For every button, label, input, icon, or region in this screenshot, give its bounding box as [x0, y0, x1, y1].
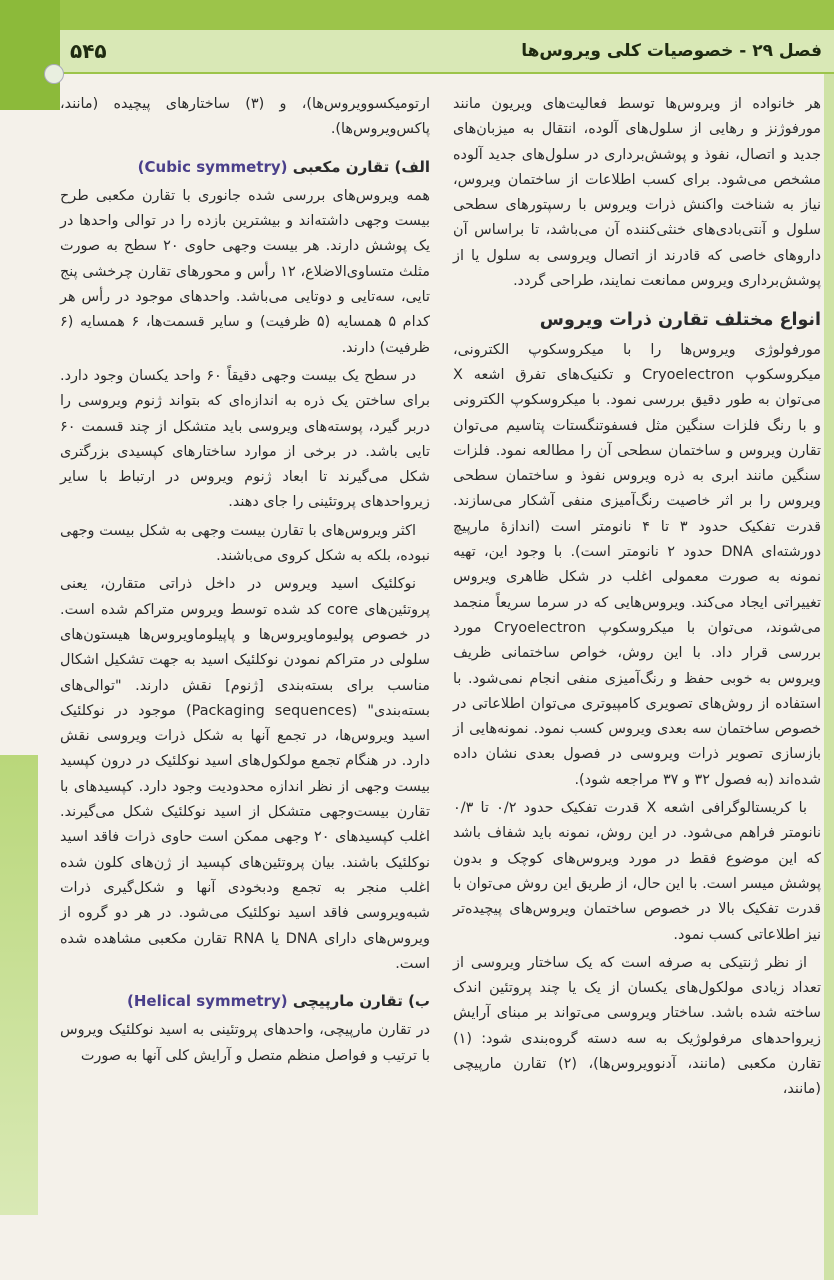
paragraph: نوکلئیک اسید ویروس در داخل ذراتی متقارن، یعنی پروتئین‌های core کد شده توسط ویروس متراکم شده است. در خصوص پولیوماویروس‌ها و پاپیلوماویروس‌ها هیستون‌های سلولی در متراکم نمودن نوکلئیک اسید به جهت تشکیل اشکال مناسب برای بسته‌بندی [ژنوم] نقش دارند. "توالی‌های بسته‌بندی" (Packaging sequences) موجود در نوکلئیک اسید ویروس‌ها، در تجمع آنها به شکل ذرات ویروسی نقش دارد. در هنگام تجمع مولکول‌های اسید نوکلئیک در درون کپسید بیست وجهی از نظر اندازه محدودیت وجود دارد. کپسیدهای با تقارن بیست‌وجهی متشکل از اسید نوکلئیک شکل می‌گیرند. اغلب کپسیدهای ۲۰ وجهی ممکن است حاوی ذرات فاقد اسید نوکلئیک باشند. بیان پروتئین‌های کپسید از ژن‌های کلون شده اغلب منجر به تجمع ودبخودی آنها و شکل‌گیری ذرات شبه‌ویروسی فاقد اسید نوکلئیک می‌شود. در هر دو گروه از ویروس‌های دارای DNA یا RNA تقارن مکعبی مشاهده شده است.	[60, 576, 431, 972]
paragraph: مورفولوژی ویروس‌ها را با میکروسکوپ الکترونی، میکروسکوپ Cryoelectron و تکنیک‌های تفرق اشعه X می‌توان به طور دقیق بررسی نمود. با میکروسکوپ الکترونی و با رنگ فلزات سنگین مثل فسفوتنگستات پتاسیم می‌توان تقارن ویروس و ساختمان سطحی آن را مطالعه نمود. فلزات سنگین مانند ابری به ذره ویروس نفوذ و ساختمان سطحی ویروس را بر اثر خاصیت رنگ‌آمیزی منفی آشکار می‌سازند. قدرت تفکیک حدود ۳ تا ۴ نانومتر است (اندازهٔ مارپیچ دورشته‌ای DNA حدود ۲ نانومتر است). با وجود این، تهیه نمونه به صورت معمولی اغلب در شکل ظاهری ویروس تغییراتی ایجاد می‌کند. ویروس‌هایی که در سرما سریعاً منجمد می‌شوند، می‌توان با میکروسکوپ Cryoelectron مورد بررسی قرار داد. با این روش، خواص ساختمانی ظریف ویروس به خوبی حفظ و رنگ‌آمیزی منفی انجام نمی‌شود. با استفاده از روش‌های تصویری کامپیوتری می‌توان اطلاعاتی در خصوص ساختمان سه بعدی ویروس کسب نمود. نمونه‌هایی از بازسازی تصویر ذرات ویروسی در فصول بعدی نشان داده شده‌اند (به فصول ۳۲ و ۳۷ مراجعه شود).	[453, 341, 822, 788]
heading-fa: الف) تقارن مکعبی	[292, 157, 430, 176]
page-number: ۵۴۵	[70, 39, 107, 63]
heading-en: (Cubic symmetry)	[137, 157, 288, 176]
paragraph: همه ویروس‌های بررسی شده جانوری با تقارن مکعبی طرح بیست وجهی داشته‌اند و بیشترین بازده را در توالی واحدها در یک پوشش دارند. هر بیست وجهی حاوی ۲۰ سطح به صورت مثلث متساوی‌الاضلاع، ۱۲ رأس و محورهای تقارن چرخشی پنج تایی، سه‌تایی و دوتایی می‌باشد. واحدهای موجود در رأس هر کدام ۵ همسایه (۵ ظرفیت) و سایر قسمت‌ها، ۶ همسایه (۶ ظرفیت) دارند.	[60, 187, 431, 356]
left-edge-tab	[0, 0, 60, 110]
paragraph: هر خانواده از ویروس‌ها توسط فعالیت‌های ویریون مانند مورفوژنز و رهایی از سلول‌های آلوده، انتقال به میزبان‌های جدید و اتصال، نفوذ و پوشش‌برداری در سلول‌های جدید آلوده مشخص می‌شود. برای کسب اطلاعات از ساختمان ویروس، نیاز به شناخت واکنش ذرات ویروس با رسپتورهای سطحی سلول و آنتی‌بادی‌های خنثی‌کننده آن می‌باشد، تا براساس آن داروهای خاصی که قادرند از اتصال ویروسی به سلول یا از پوشش‌برداری ویروس ممانعت نمایند، طراحی گردد.	[453, 96, 821, 290]
left-edge-strip	[0, 755, 38, 1215]
paragraph: در سطح یک بیست وجهی دقیقاً ۶۰ واحد یکسان وجود دارد. برای ساختن یک ذره به اندازه‌ای که بتواند ژنوم ویروسی را دربر گیرد، پوسته‌های ویروسی باید متشکل از چند قسمت ۶۰ تایی باشد. در برخی از موارد ساختارهای کپسیدی بزرگتری شکل می‌گیرند تا ابعاد ژنوم ویروس در ارتباط با سایر زیرواحدهای پروتئینی را جای دهند.	[60, 367, 430, 511]
paragraph: از نظر ژنتیکی به صرفه است که یک ساختار ویروسی از تعداد زیادی مولکول‌های یکسان از یک یا چند پروتئین اندک ساخته شده باشد. ساختار ویروسی می‌تواند بر مبنای آرایش زیرواحدهای مرفولوژیک به سه دسته گروه‌بندی شود: (۱) تقارن مکعبی (مانند، آدنوویروس‌ها)، (۲) تقارن مارپیچی (مانند،	[453, 954, 821, 1098]
paragraph: ارتومیکسوویروس‌ها)، و (۳) ساختارهای پیچیده (مانند، پاکس‌ویروس‌ها).	[60, 96, 431, 138]
paragraph: با کریستالوگرافی اشعه X قدرت تفکیک حدود ۰/۲ تا ۰/۳ نانومتر فراهم می‌شود. در این روش، نمونه باید شفاف باشد که این موضوع فقط در مورد ویروس‌های کوچک و بدون پوشش میسر است. با این حال، از طریق این روش می‌توان با قدرت تفکیک بالا در خصوص ساختمان ویروس‌های پیچیده‌تر نیز اطلاعاتی کسب نمود.	[453, 800, 821, 943]
paragraph: اکثر ویروس‌های با تقارن بیست وجهی به شکل بیست وجهی نبوده، بلکه به شکل کروی می‌باشند.	[60, 522, 430, 565]
binding-hole-icon	[44, 64, 64, 84]
heading-en: (Helical symmetry)	[127, 992, 288, 1011]
right-column	[453, 92, 821, 1106]
section-heading: انواع مختلف تقارن ذرات ویروس	[539, 310, 821, 331]
subsection-heading-helical	[60, 989, 430, 1014]
top-green-band	[0, 0, 834, 30]
subsection-heading-cubic	[60, 155, 430, 180]
paragraph: در تقارن مارپیچی، واحدهای پروتئینی به اسید نوکلئیک ویروس با ترتیب و فواصل منظم متصل و آرایش کلی آنها به صورت	[60, 1022, 430, 1064]
chapter-title: فصل ۲۹ - خصوصیات کلی ویروس‌ها	[521, 41, 822, 61]
heading-fa: ب) تقارن مارپیچی	[292, 992, 430, 1011]
left-column	[60, 92, 430, 1072]
right-edge-strip	[824, 30, 834, 1280]
page-header	[60, 30, 834, 74]
